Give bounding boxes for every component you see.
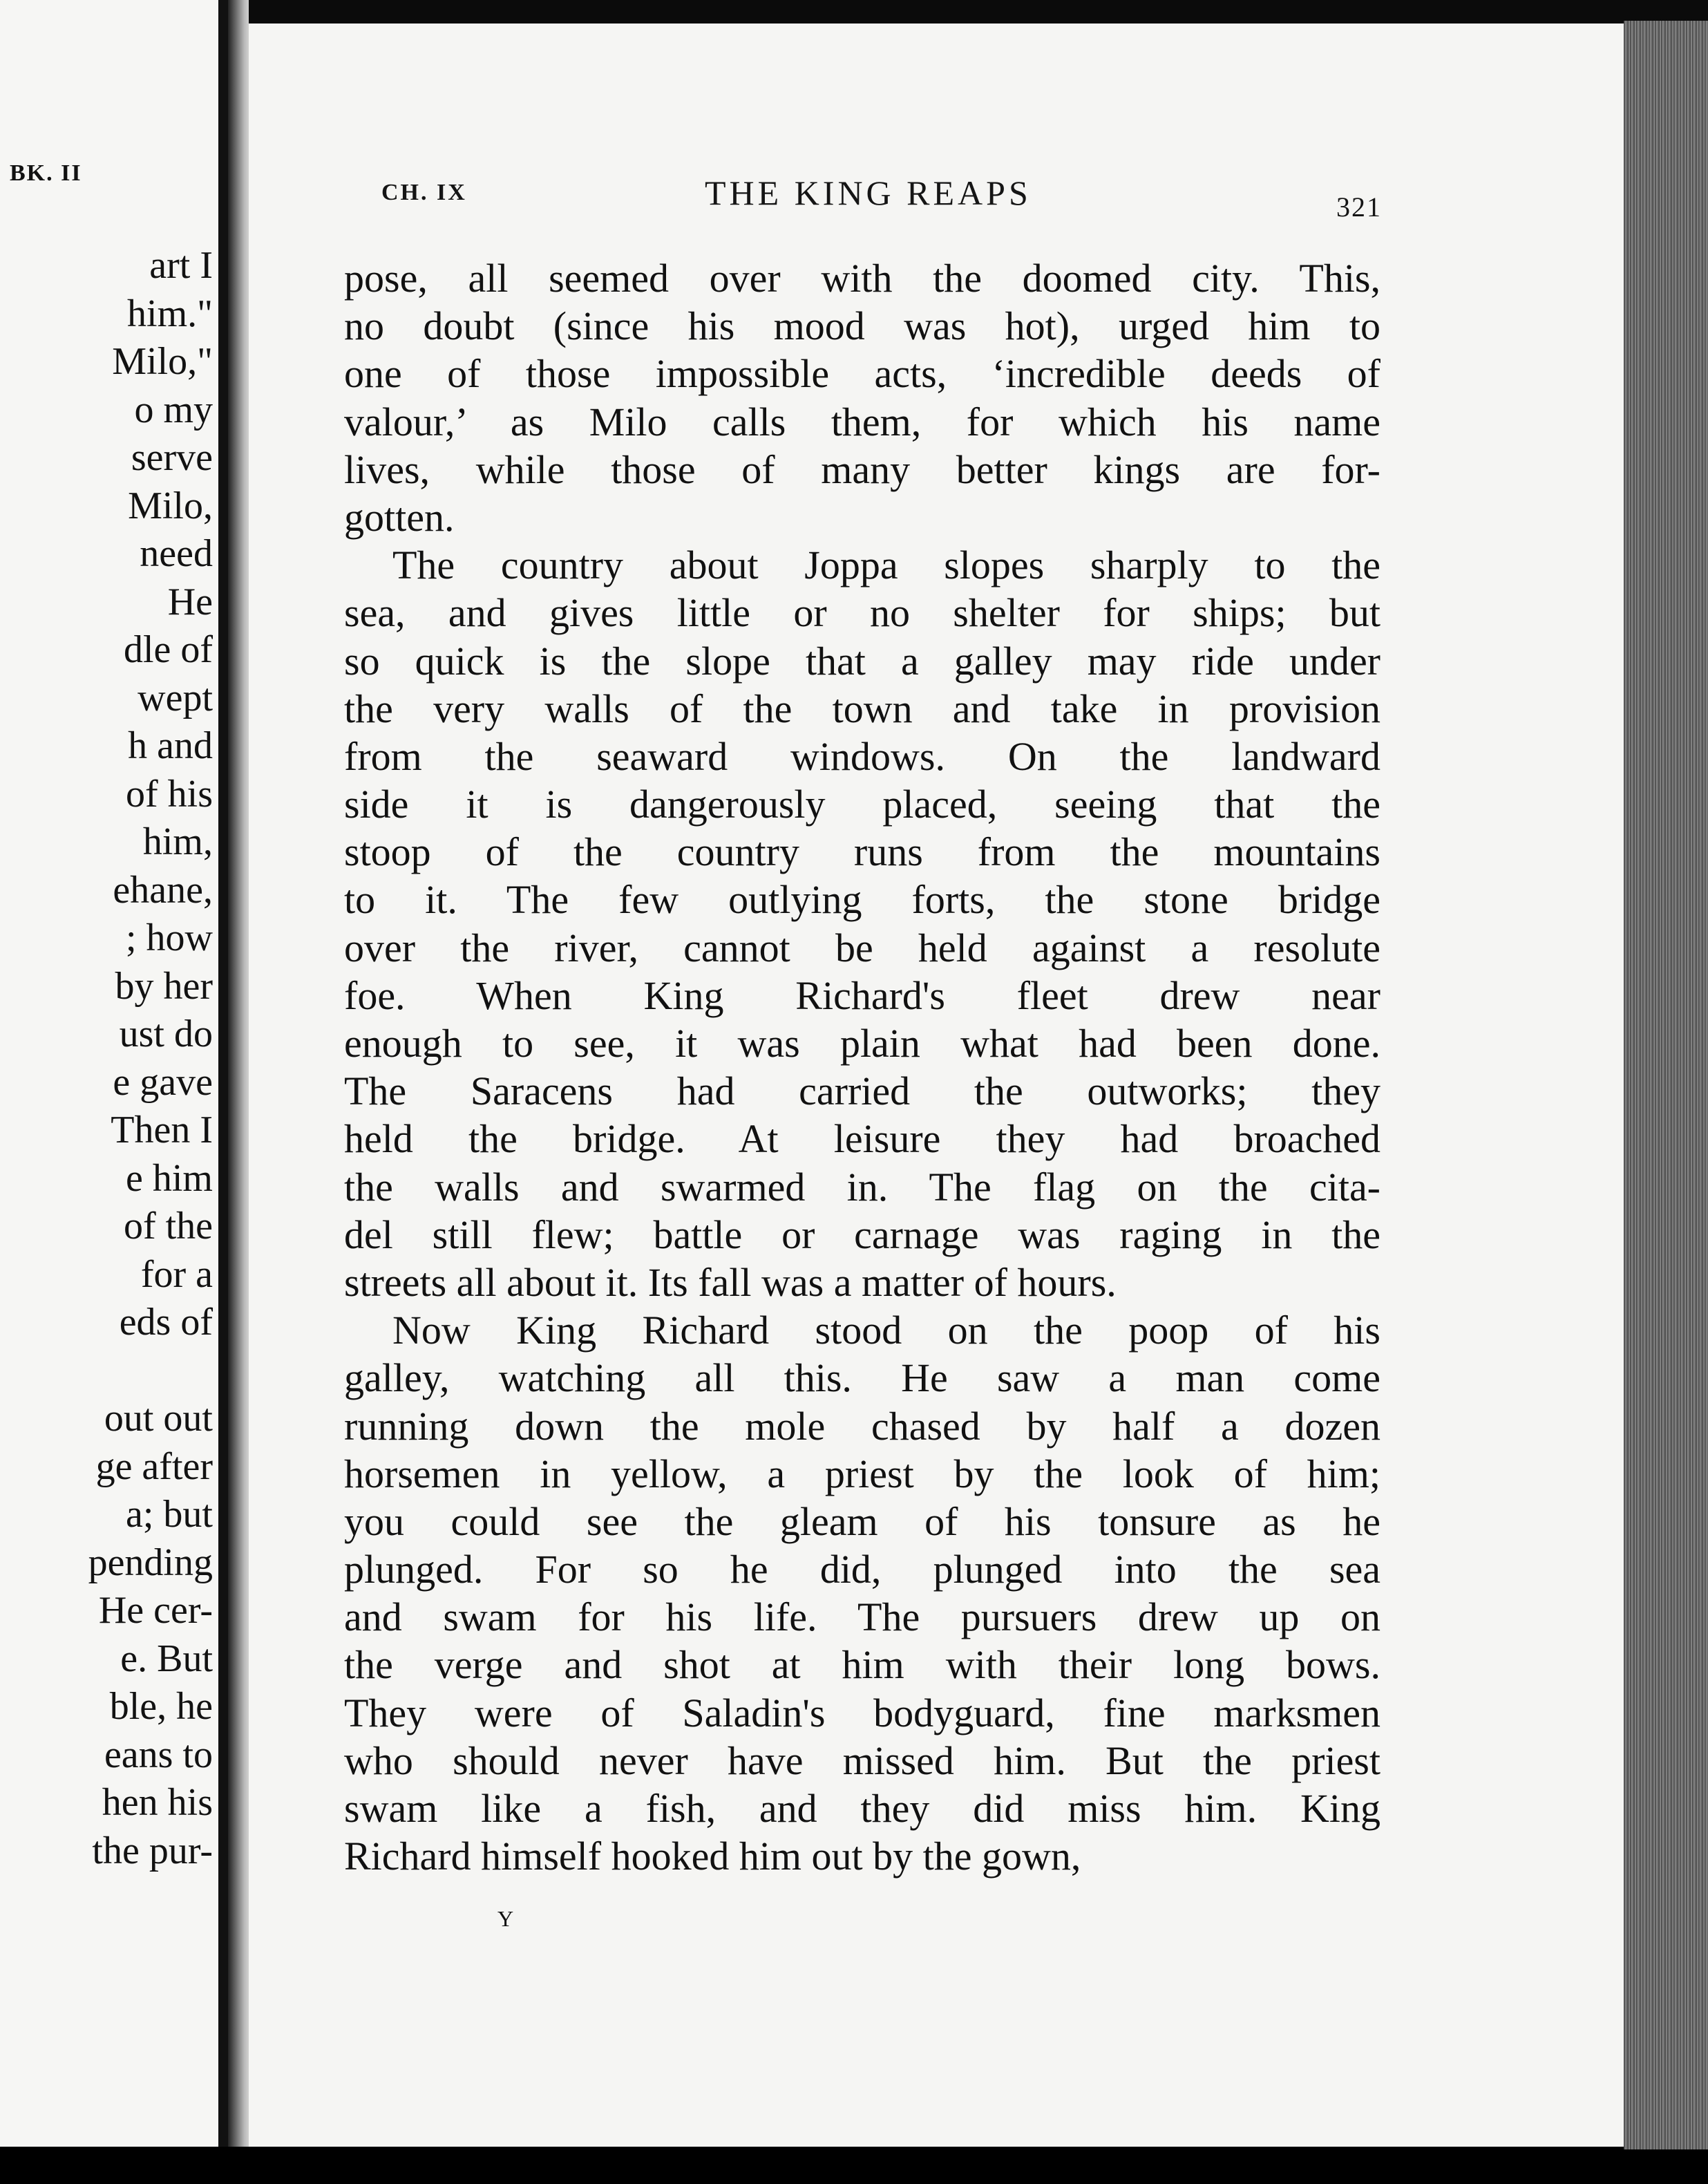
left-line: He cer- [98,1589,213,1632]
left-line: ; how [126,916,213,959]
left-line: a; but [126,1493,213,1536]
text-line: lives, while those of many better kings are for- [344,446,1380,492]
text-line: horsemen in yellow, a priest by the look of him; [344,1451,1380,1496]
left-line: serve [131,436,213,479]
text-line: you could see the gleam of his tonsure as he [344,1498,1380,1544]
left-line: e him [126,1156,213,1200]
left-line: wept [137,676,213,719]
left-line: him, [142,820,213,863]
left-line: him." [127,292,213,335]
text-line: Richard himself hooked him out by the gown, [344,1834,1081,1879]
text-line: the walls and swarmed in. The flag on the cita- [344,1164,1380,1209]
left-page-text [0,242,213,1875]
left-line: hen his [102,1781,213,1824]
body-text [344,254,1380,1880]
text-line: one of those impossible acts, ‘incredible deeds of [344,351,1380,397]
text-line: galley, watching all this. He saw a man come [344,1355,1380,1401]
text-line: foe. When King Richard's fleet drew near [344,972,1380,1018]
text-line: from the seaward windows. On the landward [344,733,1380,779]
left-line: ble, he [109,1685,213,1728]
left-line: of his [126,772,213,816]
left-line: for a [140,1252,213,1296]
left-line: ge after [95,1444,213,1488]
text-line: valour,’ as Milo calls them, for which his name [344,399,1380,444]
left-line: o my [134,388,213,431]
text-line: streets all about it. Its fall was a matter of hours. [344,1259,1117,1305]
text-line: over the river, cannot be held against a resolute [344,925,1380,970]
page-edges [1624,21,1708,2149]
left-line: art I [149,244,213,287]
chapter-label: CH. IX [381,180,467,205]
left-line: out out [104,1397,213,1440]
gutter [218,0,228,2147]
text-line: no doubt (since his mood was hot), urged him to [344,303,1380,349]
text-line: so quick is the slope that a galley may ride under [344,638,1380,684]
text-line: running down the mole chased by half a dozen [344,1403,1380,1449]
text-line: and swam for his life. The pursuers drew up on [344,1594,1380,1640]
left-line: the pur- [92,1829,213,1872]
left-running-head: BK. II [10,160,82,186]
signature-mark: Y [497,1906,515,1931]
left-line: pending [88,1541,213,1584]
text-line: to it. The few outlying forts, the stone bridge [344,877,1380,923]
text-line: del still flew; battle or carnage was raging in the [344,1212,1380,1257]
text-line: who should never have missed him. But the priest [344,1738,1380,1783]
left-line: of the [123,1205,213,1248]
text-line: swam like a fish, and they did miss him. King [344,1786,1380,1831]
page-number: 321 [1336,191,1382,223]
text-line: sea, and gives little or no shelter for ships; but [344,590,1380,636]
text-line: The Saracens had carried the outworks; they [344,1069,1380,1114]
text-line: Now King Richard stood on the poop of his [392,1308,1380,1353]
left-line: e gave [113,1060,213,1104]
text-line: held the bridge. At leisure they had broached [344,1116,1380,1162]
text-line: The country about Joppa slopes sharply to the [392,543,1380,588]
text-line: enough to see, it was plain what had been done. [344,1021,1380,1066]
text-line: They were of Saladin's bodyguard, fine marksmen [344,1690,1380,1735]
left-line: He [167,580,213,623]
left-line: need [140,532,213,575]
left-line: e. But [120,1637,213,1680]
text-line: pose, all seemed over with the doomed city. This, [344,256,1380,301]
left-line: ust do [119,1013,213,1055]
text-line: gotten. [344,494,455,540]
left-line: Milo," [112,340,213,383]
text-line: stoop of the country runs from the mountains [344,829,1380,875]
left-line: Then I [111,1109,213,1151]
text-line: plunged. For so he did, plunged into the sea [344,1547,1380,1592]
text-line: side it is dangerously placed, seeing that the [344,782,1380,827]
left-line: ehane, [113,868,213,912]
left-line [0,1347,213,1395]
left-line: Milo, [128,484,213,527]
page-title: THE KING REAPS [705,173,1032,212]
left-page [0,0,218,2147]
text-line: the verge and shot at him with their long bows. [344,1642,1380,1688]
left-line: eans to [104,1733,213,1776]
left-line: dle of [123,628,213,671]
left-line: h and [128,724,213,767]
left-line: eds of [119,1301,213,1344]
running-head [0,173,1708,228]
left-line: by her [115,964,213,1008]
top-band [249,0,1708,23]
text-line: the very walls of the town and take in provision [344,686,1380,731]
